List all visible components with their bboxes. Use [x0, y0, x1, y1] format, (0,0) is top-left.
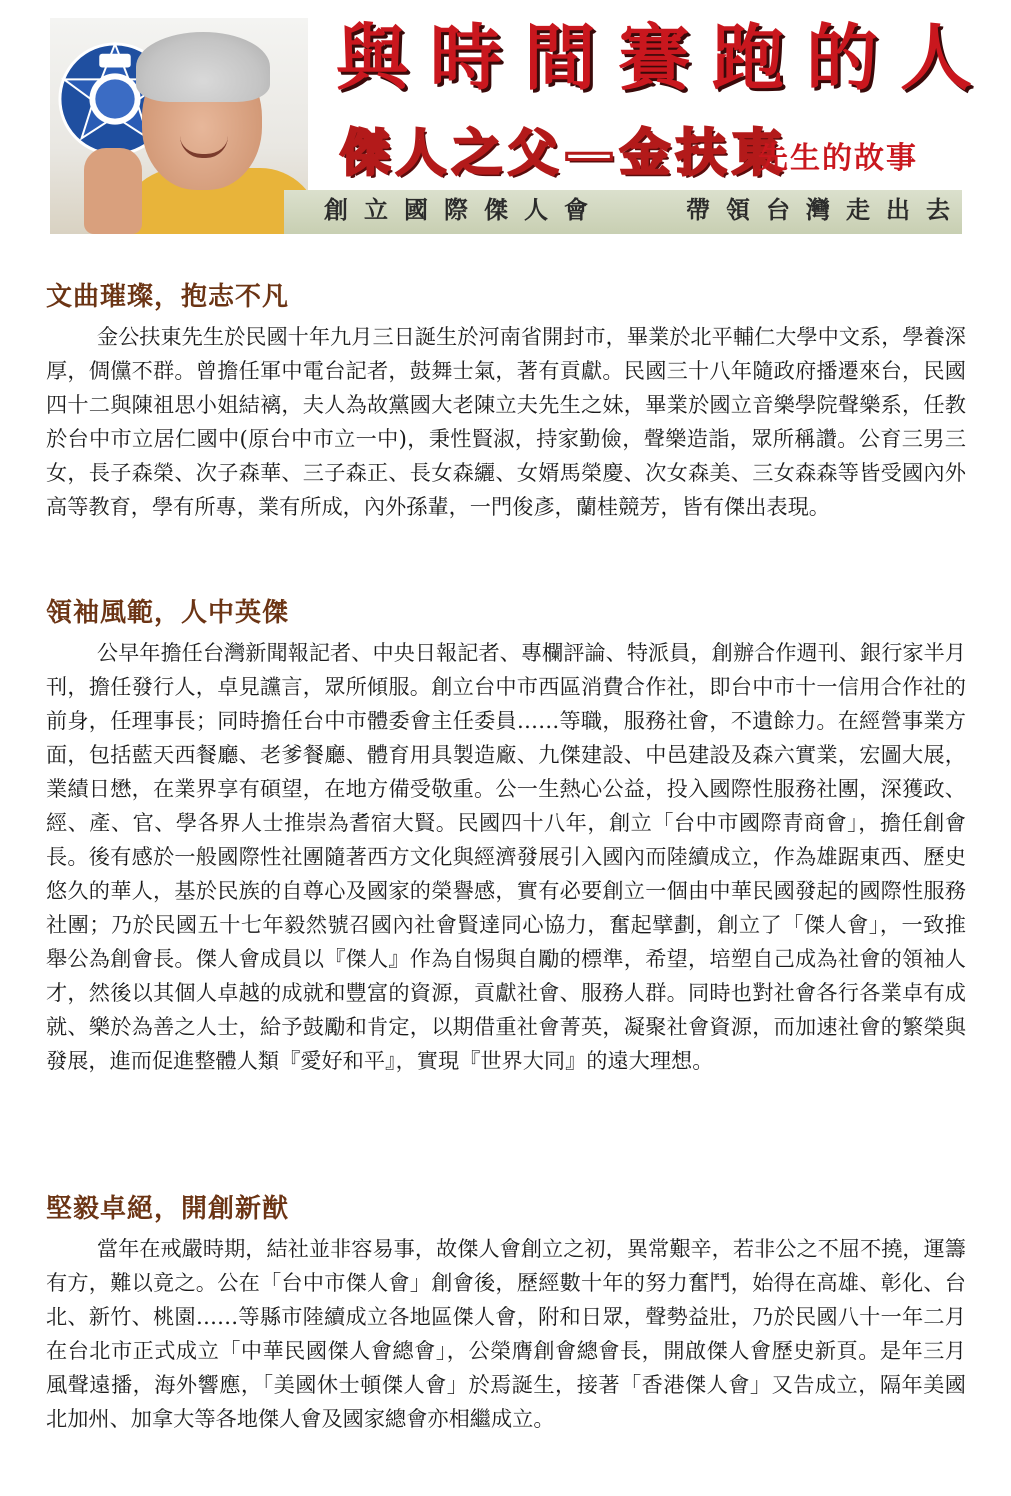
section-paragraph: 公早年擔任台灣新聞報記者、中央日報記者、專欄評論、特派員，創辦合作週刊、銀行家半月刊，擔任發行人，卓見讜言，眾所傾服。創立台中市西區消費合作社，即台中市十一信用合作社的前身，任理事長；同時擔任台中市體委會主任委員……等職，服務社會，不遺餘力。在經營事業方面，包括藍天西餐廳、老爹餐廳、體育用具製造廠、九傑建設、中邑建設及森六實業，宏圖大展，業績日懋，在業界享有碩望，在地方備受敬重。公一生熱心公益，投入國際性服務社團，深獲政、經、產、官、學各界人士推崇為耆宿大賢。民國四十八年，創立「台中市國際青商會」，擔任創會長。後有感於一般國際性社團隨著西方文化與經濟發展引入國內而陸續成立，作為雄踞東西、歷史悠久的華人，基於民族的自尊心及國家的榮譽感，實有必要創立一個由中華民國發起的國際性服務社團；乃於民國五十七年毅然號召國內社會賢達同心協力，奮起擘劃，創立了「傑人會」，一致推舉公為創會長。傑人會成員以『傑人』作為自惕與自勵的標準，希望，培塑自己成為社會的領袖人才，然後以其個人卓越的成就和豐富的資源，貢獻社會、服務人群。同時也對社會各行各業卓有成就、樂於為善之人士，給予鼓勵和肯定，以期借重社會菁英，凝聚社會資源，而加速社會的繁榮與發展，進而促進整體人類『愛好和平』，實現『世界大同』的遠大理想。	[46, 640, 966, 1073]
section-paragraph: 當年在戒嚴時期，結社並非容易事，故傑人會創立之初，異常艱辛，若非公之不屈不撓，運籌有方，難以竟之。公在「台中市傑人會」創會後，歷經數十年的努力奮鬥，始得在高雄、彰化、台北、新竹、桃園……等縣市陸續成立各地區傑人會，附和日眾，聲勢益壯，乃於民國八十一年二月在台北市正式成立「中華民國傑人會總會」，公榮膺創會總會長，開啟傑人會歷史新頁。是年三月風聲遠播，海外響應，「美國休士頓傑人會」於焉誕生，接著「香港傑人會」又告成立，隔年美國北加州、加拿大等各地傑人會及國家總會亦相繼成立。	[46, 1236, 966, 1431]
banner-strip	[284, 190, 966, 234]
founder-photo	[50, 18, 308, 234]
banner-subtitle-story: 先生的故事	[758, 141, 918, 176]
banner-subtitle-name: 傑人之父—金扶東	[340, 124, 788, 182]
section-heading: 領袖風範，人中英傑	[46, 598, 290, 628]
section-3	[46, 1196, 966, 1436]
banner-title: 與時間賽跑的人	[336, 15, 995, 100]
header-banner	[50, 15, 995, 234]
section-heading: 堅毅卓絕，開創新猷	[46, 1194, 290, 1224]
thumbs-up-hand	[84, 148, 142, 234]
strip-right-text: 帶領台灣走出去	[686, 195, 966, 224]
strip-left-text: 創立國際傑人會	[324, 195, 604, 224]
section-paragraph: 金公扶東先生於民國十年九月三日誕生於河南省開封市，畢業於北平輔仁大學中文系，學養深厚，倜儻不群。曾擔任軍中電台記者，鼓舞士氣，著有貢獻。民國三十八年隨政府播遷來台，民國四十二與陳祖思小姐結褵，夫人為故黨國大老陳立夫先生之妹，畢業於國立音樂學院聲樂系，任教於台中市立居仁國中(原台中市立一中)，秉性賢淑，持家勤儉，聲樂造詣，眾所稱讚。公育三男三女，長子森榮、次子森華、三子森正、長女森纚、女婿馬榮慶、次女森美、三女森森等皆受國內外高等教育，學有所專，業有所成，內外孫輩，一門俊彥，蘭桂競芳，皆有傑出表現。	[46, 324, 966, 519]
section-heading: 文曲璀璨，抱志不凡	[46, 282, 290, 312]
section-2	[46, 600, 966, 1078]
section-1	[46, 284, 966, 524]
